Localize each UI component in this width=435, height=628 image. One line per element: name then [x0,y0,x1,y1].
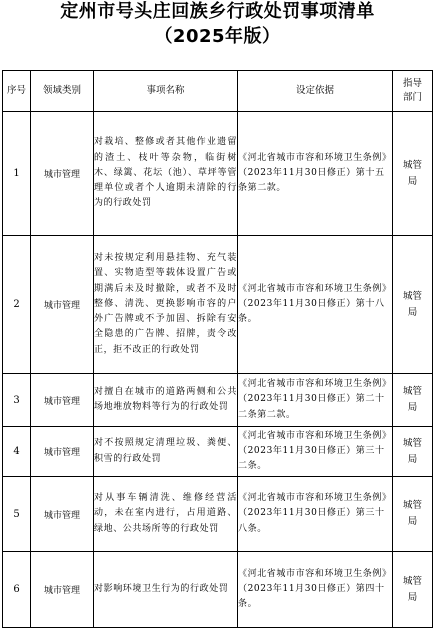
row-basis: 《河北省城市市容和环境卫生条例》（2023年11月30日修正）第三十二条。 [238,427,393,477]
row-department-label: 城管局 [402,575,422,603]
row-category: 城市管理 [31,112,94,236]
header-department [393,71,433,112]
row-department-label: 城管局 [402,159,422,187]
row-seq: 4 [3,427,31,477]
row-category: 城市管理 [31,552,94,628]
row-item-name: 对影响环境卫生行为的行政处罚 [94,552,238,628]
row-basis: 《河北省城市市容和环境卫生条例》（2023年11月30日修正）第二十二条第二款。 [238,374,393,427]
row-department-label: 城管局 [402,437,422,465]
row-department-label: 城管局 [402,500,422,527]
row-department [393,236,433,374]
row-item-name: 对未按规定利用悬挂物、充气装置、实物造型等载体设置广告或期满后未及时撤除，或者不及时整修、清洗、更换影响市容的户外广告牌或不予加固、拆除有安全隐患的广告牌、招牌，责令改正，拒不改正的行政处罚 [94,236,238,374]
row-department-label: 城管局 [402,386,422,413]
row-item-name: 对从事车辆清洗、维修经营活动，未在室内进行，占用道路、绿地、公共场所等的行政处罚 [94,477,238,552]
header-name: 事项名称 [94,71,238,112]
row-seq: 2 [3,236,31,374]
row-category: 城市管理 [31,236,94,374]
row-category: 城市管理 [31,374,94,427]
row-seq: 6 [3,552,31,628]
row-department [393,477,433,552]
table-row [3,552,433,628]
row-basis: 《河北省城市市容和环境卫生条例》（2023年11月30日修正）第十八条。 [238,236,393,374]
row-basis: 《河北省城市市容和环境卫生条例》（2023年11月30日修正）第十五条第二款。 [238,112,393,236]
row-seq: 5 [3,477,31,552]
header-category: 领域类别 [31,71,94,112]
table-row [3,236,433,374]
row-basis: 《河北省城市市容和环境卫生条例》（2023年11月30日修正）第四十条。 [238,552,393,628]
row-seq: 3 [3,374,31,427]
table-row [3,374,433,427]
header-basis: 设定依据 [238,71,393,112]
row-department [393,552,433,628]
row-category: 城市管理 [31,477,94,552]
row-department-label: 城管局 [402,290,422,318]
row-basis: 《河北省城市市容和环境卫生条例》（2023年11月30日修正）第三十八条。 [238,477,393,552]
row-department [393,427,433,477]
table-row [3,112,433,236]
penalty-items-table [2,70,433,628]
document-title: 定州市号头庄回族乡行政处罚事项清单 [60,1,375,22]
table-row [3,477,433,552]
row-item-name: 对擅自在城市的道路两侧和公共场地堆放物料等行为的行政处罚 [94,374,238,427]
row-category: 城市管理 [31,427,94,477]
row-seq: 1 [3,112,31,236]
row-department [393,112,433,236]
table-header-row [3,71,433,112]
table-row [3,427,433,477]
header-department-label: 指导部门 [402,78,422,103]
row-item-name: 对不按照规定清理垃圾、粪便、积雪的行政处罚 [94,427,238,477]
document-subtitle: （2025年版） [154,26,281,47]
header-seq: 序号 [3,71,31,112]
row-item-name: 对栽培、整修或者其他作业遗留的渣土、枝叶等杂物，临街树木、绿篱、花坛（池）、草坪等管理单位或者个人逾期未清除的行为的行政处罚 [94,112,238,236]
row-department [393,374,433,427]
